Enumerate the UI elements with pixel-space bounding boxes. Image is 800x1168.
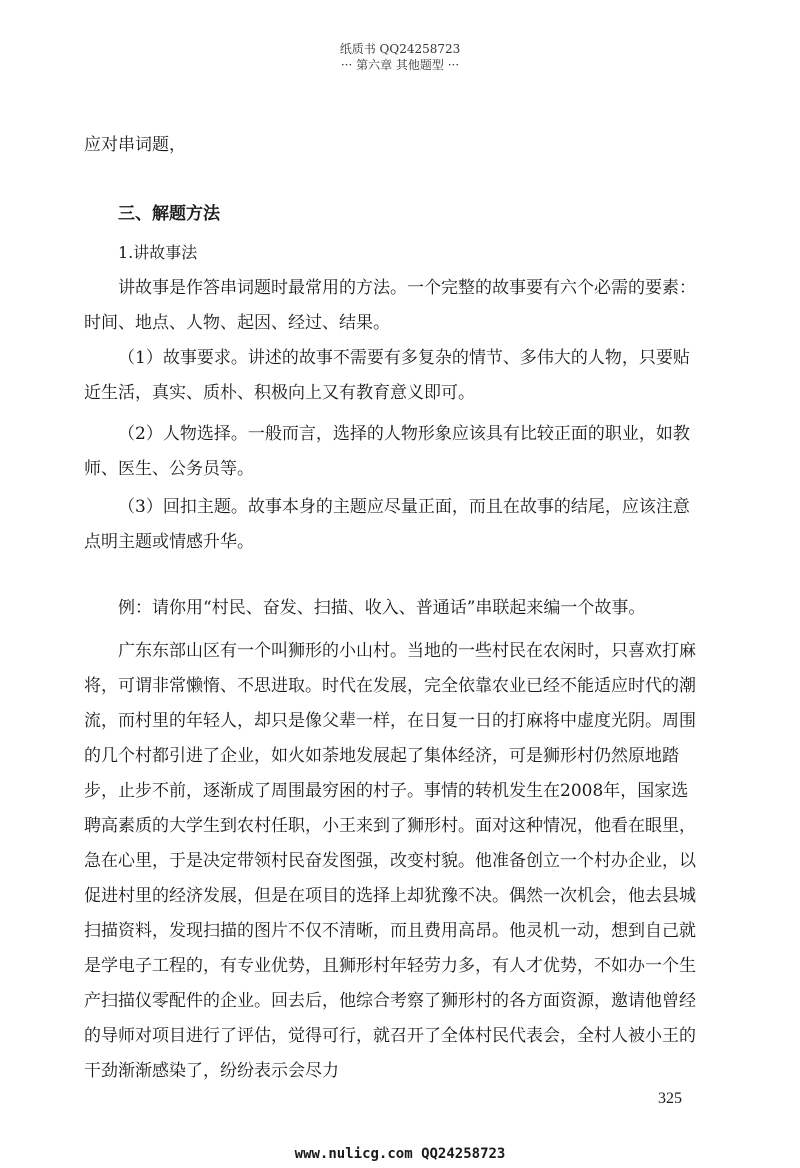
example-prompt: 例：请你用“村民、奋发、扫描、收入、普通话”串联起来编一个故事。 — [118, 598, 646, 618]
continuation-text: 应对串词题， — [84, 135, 186, 155]
header-watermark: 纸质书 QQ24258723 — [339, 42, 461, 56]
theme-paragraph: （3）回扣主题。故事本身的主题应尽量正面，而且在故事的结尾，应该注意点明主题或情感升华。 — [84, 497, 690, 552]
chapter-header: ··· 第六章 其他题型 ··· — [340, 58, 460, 72]
method-subtitle: 1.讲故事法 — [118, 243, 198, 262]
method-paragraph: 讲故事是作答串词题时最常用的方法。一个完整的故事要有六个必需的要素：时间、地点、人物、起因、经过、结果。 — [84, 278, 696, 333]
requirement-paragraph: （1）故事要求。讲述的故事不需要有多复杂的情节、多伟大的人物，只要贴近生活，真实、质朴、积极向上又有教育意义即可。 — [84, 348, 690, 403]
page-number: 325 — [658, 1090, 682, 1107]
footer-watermark: www.nulicg.com QQ24258723 — [294, 1146, 506, 1162]
section-title: 三、解题方法 — [118, 204, 220, 224]
character-paragraph: （2）人物选择。一般而言，选择的人物形象应该具有比较正面的职业，如教师、医生、公务员等。 — [84, 424, 690, 479]
example-story: 广东东部山区有一个叫狮形的小山村。当地的一些村民在农闲时，只喜欢打麻将，可谓非常懒惰、不思进取。时代在发展，完全依靠农业已经不能适应时代的潮流，而村里的年轻人，却只是像父辈一样，在日复一日的打麻将中虚度光阴。周围的几个村都引进了企业，如火如荼地发展起了集体经济，可是狮形村仍然原地踏步，止步不前，逐渐成了周围最穷困的村子。事情的转机发生在2008年，国家选聘高素质的大学生到农村任职，小王来到了狮形村。面对这种情况，他看在眼里，急在心里，于是决定带领村民奋发图强，改变村貌。他准备创立一个村办企业，以促进村里的经济发展，但是在项目的选择上却犹豫不决。偶然一次机会，他去县城扫描资料，发现扫描的图片不仅不清晰，而且费用高昂。他灵机一动，想到自己就是学电子工程的，有专业优势，且狮形村年轻劳力多，有人才优势，不如办一个生产扫描仪零配件的企业。回去后，他综合考察了狮形村的各方面资源，邀请他曾经的导师对项目进行了评估，觉得可行，就召开了全体村民代表会，全村人被小王的干劲渐渐感染了，纷纷表示会尽力 — [84, 641, 696, 1081]
